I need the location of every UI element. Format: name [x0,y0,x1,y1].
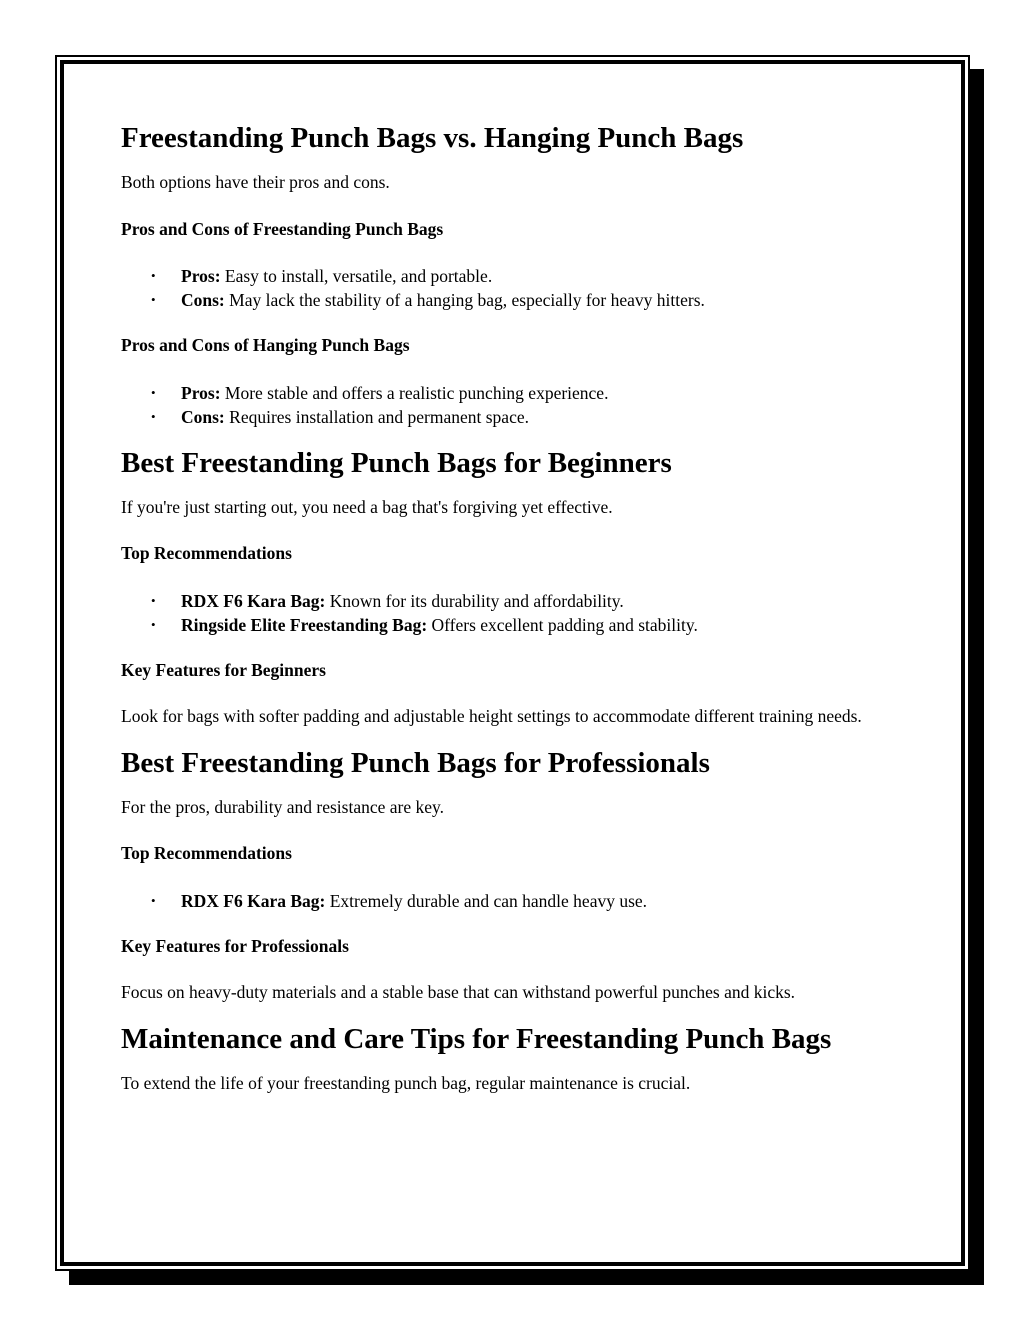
list-item [121,589,911,613]
item-text: Known for its durability and affordability. [325,590,624,611]
bullet-icon: • [151,892,156,908]
subheading: Top Recommendations [121,543,292,563]
item-text: Extremely durable and can handle heavy use. [325,890,648,911]
item-text: Easy to install, versatile, and portable. [220,266,493,286]
list-item [121,405,911,429]
item-label: Cons: [181,406,225,427]
section-heading: Best Freestanding Punch Bags for Beginners [121,446,672,479]
paragraph: Look for bags with softer padding and adjustable height settings to accommodate different training needs. [121,706,862,726]
bullet-list [121,889,911,913]
item-text: May lack the stability of a hanging bag, especially for heavy hitters. [224,290,705,310]
section-intro: To extend the life of your freestanding punch bag, regular maintenance is crucial. [121,1072,691,1093]
bullet-icon: • [151,616,156,632]
bullet-icon: • [151,592,156,608]
item-label: RDX F6 Kara Bag: [181,590,326,611]
section-heading: Best Freestanding Punch Bags for Professionals [121,746,710,779]
subheading: Key Features for Beginners [121,659,326,680]
bullet-icon: • [151,268,156,283]
section-heading: Freestanding Punch Bags vs. Hanging Punch Bags [121,122,744,154]
section-intro: Both options have their pros and cons. [121,172,390,192]
bullet-list [121,381,911,429]
item-label: RDX F6 Kara Bag: [181,890,326,911]
paragraph: Focus on heavy-duty materials and a stable base that can withstand powerful punches and kicks. [121,982,796,1002]
list-item [121,288,911,312]
item-label: Ringside Elite Freestanding Bag: [181,614,428,635]
document-body [121,118,911,1095]
item-label: Pros: [181,266,221,286]
section-intro: If you're just starting out, you need a bag that's forgiving yet effective. [121,496,613,517]
item-text: More stable and offers a realistic punching experience. [220,382,609,403]
subheading: Pros and Cons of Freestanding Punch Bags [121,218,444,239]
subheading: Top Recommendations [121,843,292,863]
bullet-list [121,264,911,312]
bullet-icon: • [151,292,156,307]
bullet-icon: • [151,384,156,400]
subheading: Pros and Cons of Hanging Punch Bags [121,335,410,355]
bullet-icon: • [151,408,156,424]
item-text: Requires installation and permanent space. [224,406,529,427]
list-item [121,613,911,637]
bullet-list [121,589,911,637]
item-label: Cons: [181,290,225,310]
item-label: Pros: [181,382,221,403]
section-intro: For the pros, durability and resistance are key. [121,796,444,817]
list-item [121,264,911,288]
list-item [121,889,911,913]
section-heading: Maintenance and Care Tips for Freestanding Punch Bags [121,1022,832,1055]
list-item [121,381,911,405]
subheading: Key Features for Professionals [121,935,349,956]
item-text: Offers excellent padding and stability. [427,614,698,635]
